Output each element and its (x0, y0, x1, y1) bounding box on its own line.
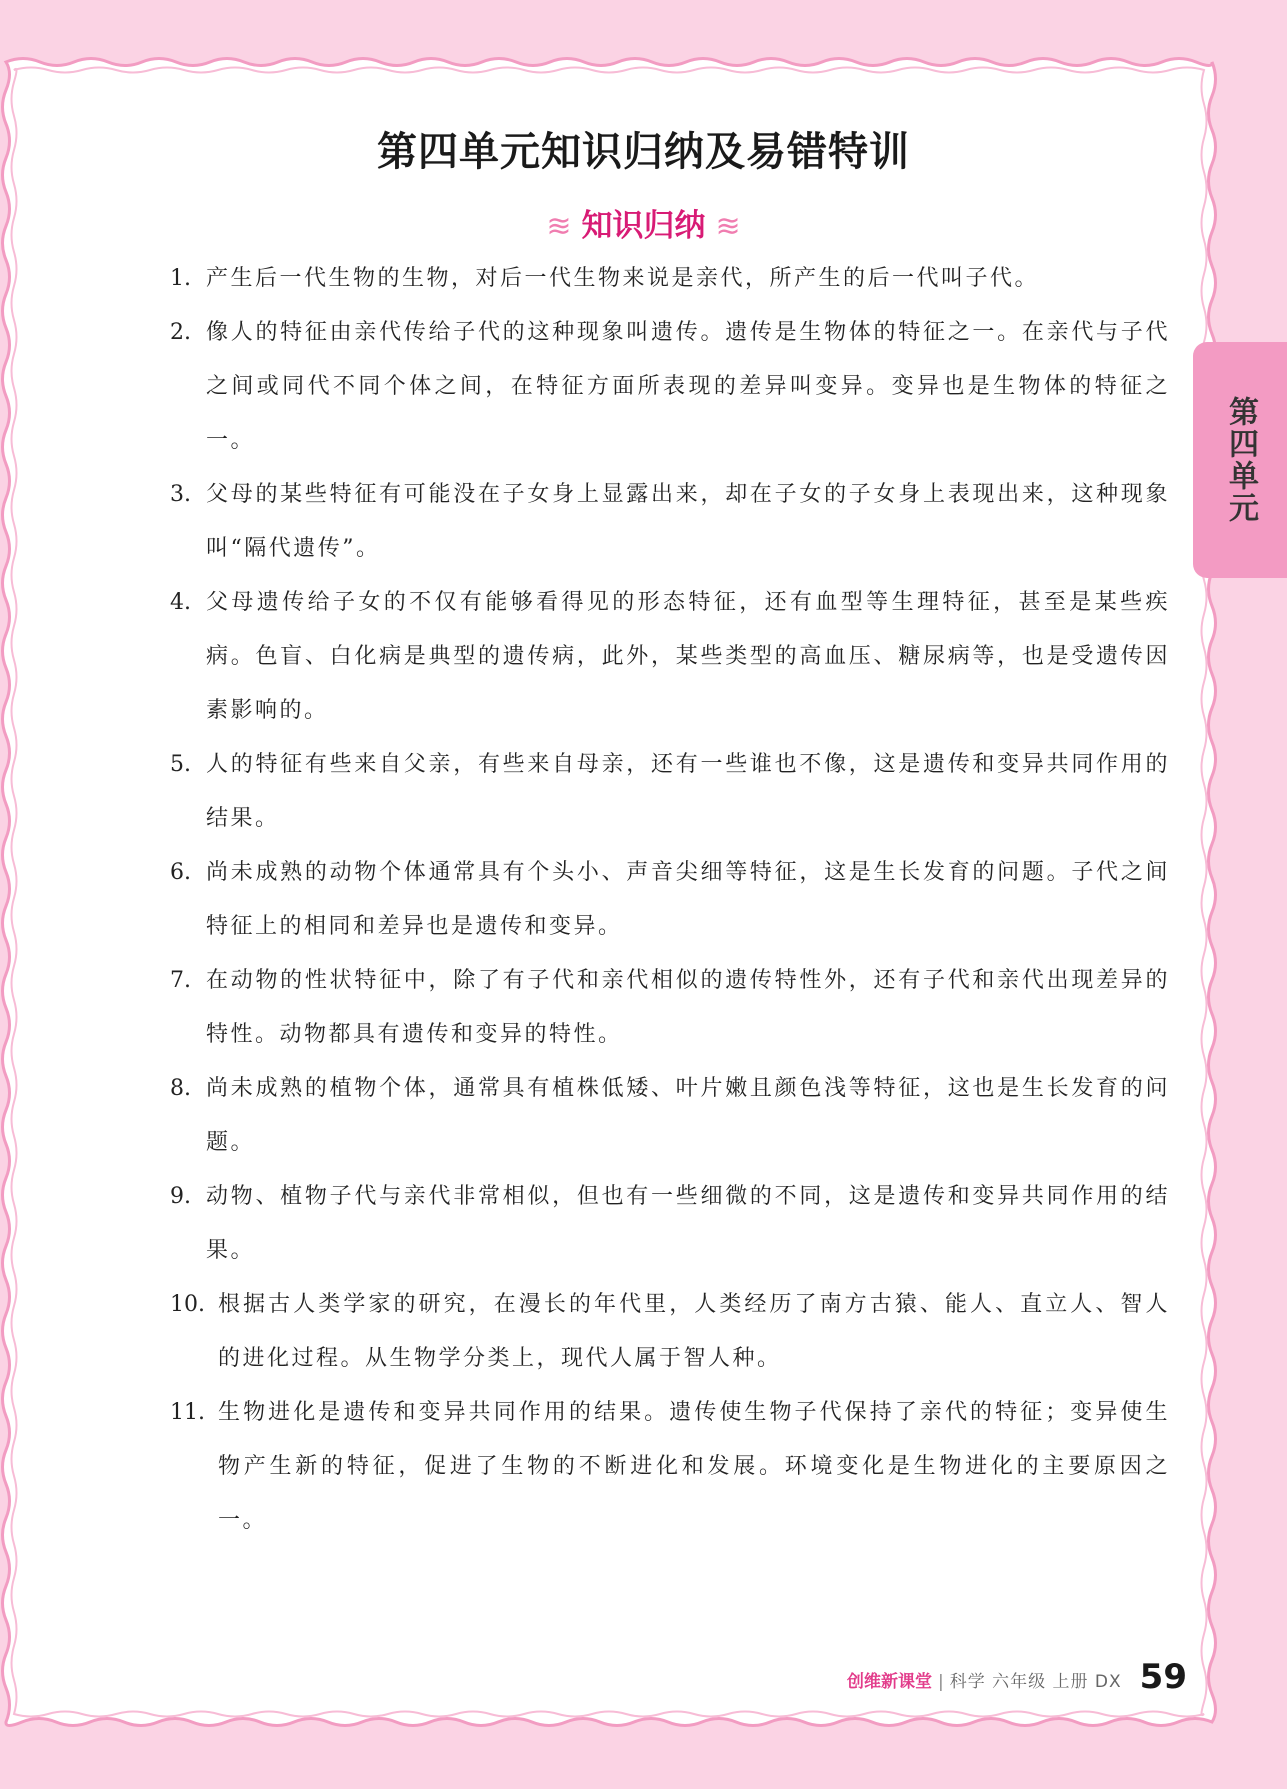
item-text: 人的特征有些来自父亲，有些来自母亲，还有一些谁也不像，这是遗传和变异共同作用的结果。 (206, 752, 1170, 831)
footer-separator: | (937, 1672, 944, 1692)
item-number: 4. (170, 590, 191, 615)
list-item (170, 1386, 1170, 1548)
unit-side-tab-label: 第四单元 (1223, 396, 1258, 524)
list-item (170, 738, 1170, 846)
wave-deco-left-icon: ≋ (546, 209, 572, 244)
item-number: 5. (170, 752, 191, 777)
section-heading-text: 知识归纳 (581, 208, 706, 244)
page-number: 59 (1139, 1657, 1187, 1697)
item-text: 父母遗传给子女的不仅有能够看得见的形态特征，还有血型等生理特征，甚至是某些疾病。色盲、白化病是典型的遗传病，此外，某些类型的高血压、糖尿病等，也是受遗传因素影响的。 (206, 590, 1170, 723)
item-number: 3. (170, 482, 191, 507)
list-item (170, 846, 1170, 954)
list-item (170, 576, 1170, 738)
list-item (170, 1170, 1170, 1278)
item-text: 像人的特征由亲代传给子代的这种现象叫遗传。遗传是生物体的特征之一。在亲代与子代之间或同代不同个体之间，在特征方面所表现的差异叫变异。变异也是生物体的特征之一。 (206, 320, 1170, 453)
page-title: 第四单元知识归纳及易错特训 (377, 129, 910, 175)
item-number: 2. (170, 320, 191, 345)
list-item (170, 252, 1170, 306)
item-number: 7. (170, 968, 191, 993)
item-number: 8. (170, 1076, 191, 1101)
list-item (170, 468, 1170, 576)
knowledge-list (170, 252, 1170, 1548)
section-heading (0, 200, 1287, 245)
item-text: 在动物的性状特征中，除了有子代和亲代相似的遗传特性外，还有子代和亲代出现差异的特性。动物都具有遗传和变异的特性。 (206, 968, 1170, 1047)
item-number: 9. (170, 1184, 191, 1209)
item-number: 10. (170, 1292, 205, 1317)
footer-brand: 创维新课堂 (846, 1672, 932, 1692)
unit-side-tab (1193, 342, 1287, 578)
item-text: 产生后一代生物的生物，对后一代生物来说是亲代，所产生的后一代叫子代。 (206, 266, 1040, 291)
item-text: 动物、植物子代与亲代非常相似，但也有一些细微的不同，这是遗传和变异共同作用的结果。 (206, 1184, 1170, 1263)
item-text: 尚未成熟的植物个体，通常具有植株低矮、叶片嫩且颜色浅等特征，这也是生长发育的问题。 (206, 1076, 1170, 1155)
wave-deco-right-icon: ≋ (715, 209, 741, 244)
page-footer (846, 1657, 1187, 1697)
list-item (170, 954, 1170, 1062)
list-item (170, 1278, 1170, 1386)
footer-book-info: 科学 六年级 上册 DX (949, 1672, 1122, 1692)
item-text: 生物进化是遗传和变异共同作用的结果。遗传使生物子代保持了亲代的特征；变异使生物产生新的特征，促进了生物的不断进化和发展。环境变化是生物进化的主要原因之一。 (218, 1400, 1170, 1533)
item-number: 11. (170, 1400, 205, 1425)
item-text: 尚未成熟的动物个体通常具有个头小、声音尖细等特征，这是生长发育的问题。子代之间特征上的相同和差异也是遗传和变异。 (206, 860, 1170, 939)
item-text: 父母的某些特征有可能没在子女身上显露出来，却在子女的子女身上表现出来，这种现象叫“隔代遗传”。 (206, 482, 1170, 561)
item-text: 根据古人类学家的研究，在漫长的年代里，人类经历了南方古猿、能人、直立人、智人的进化过程。从生物学分类上，现代人属于智人种。 (218, 1292, 1170, 1371)
item-number: 6. (170, 860, 191, 885)
list-item (170, 1062, 1170, 1170)
item-number: 1. (170, 266, 191, 291)
list-item (170, 306, 1170, 468)
